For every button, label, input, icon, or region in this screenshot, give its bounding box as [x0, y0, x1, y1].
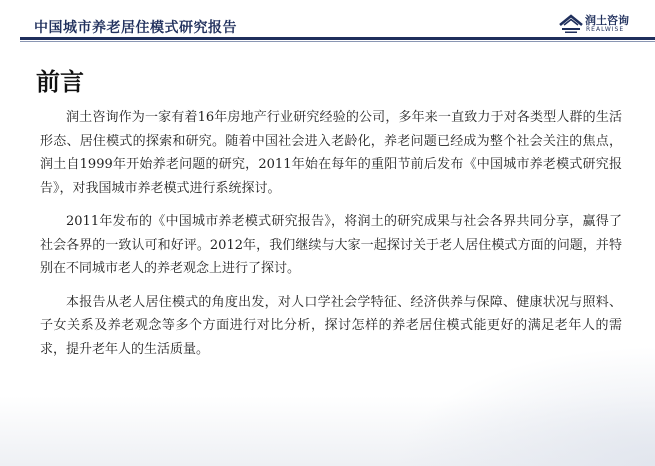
bottom-corner-gradient [395, 346, 655, 466]
page-header [0, 0, 655, 40]
body-text [40, 106, 622, 371]
header-divider-thin [20, 41, 655, 42]
header-divider [20, 37, 655, 40]
company-logo [559, 12, 651, 36]
report-title: 中国城市养老居住模式研究报告 [34, 20, 237, 36]
paragraph: 2011年发布的《中国城市养老模式研究报告》，将润土的研究成果与社会各界共同分享，赢得了社会各界的一致认可和好评。2012年，我们继续与大家一起探讨关于老人居住模式方面的问题，并特别在不同城市老人的养老观念上进行了探讨。 [40, 214, 622, 276]
logo-name: 润土咨询 [585, 14, 629, 27]
house-roof-icon [559, 14, 583, 34]
paragraph: 润土咨询作为一家有着16年房地产行业研究经验的公司，多年来一直致力于对各类型人群的生活形态、居住模式的探索和研究。随着中国社会进入老龄化，养老问题已经成为整个社会关注的焦点，润土自1999年开始养老问题的研究，2011年始在每年的重阳节前后发布《中国城市养老模式研究报告》，对我国城市养老模式进行系统探讨。 [40, 110, 622, 196]
section-title: 前言 [36, 67, 84, 96]
logo-subtitle: REALWISE [586, 26, 625, 33]
paragraph: 本报告从老人居住模式的角度出发，对人口学社会学特征、经济供养与保障、健康状况与照料、子女关系及养老观念等多个方面进行对比分析，探讨怎样的养老居住模式能更好的满足老年人的需求，提升老年人的生活质量。 [40, 294, 622, 357]
